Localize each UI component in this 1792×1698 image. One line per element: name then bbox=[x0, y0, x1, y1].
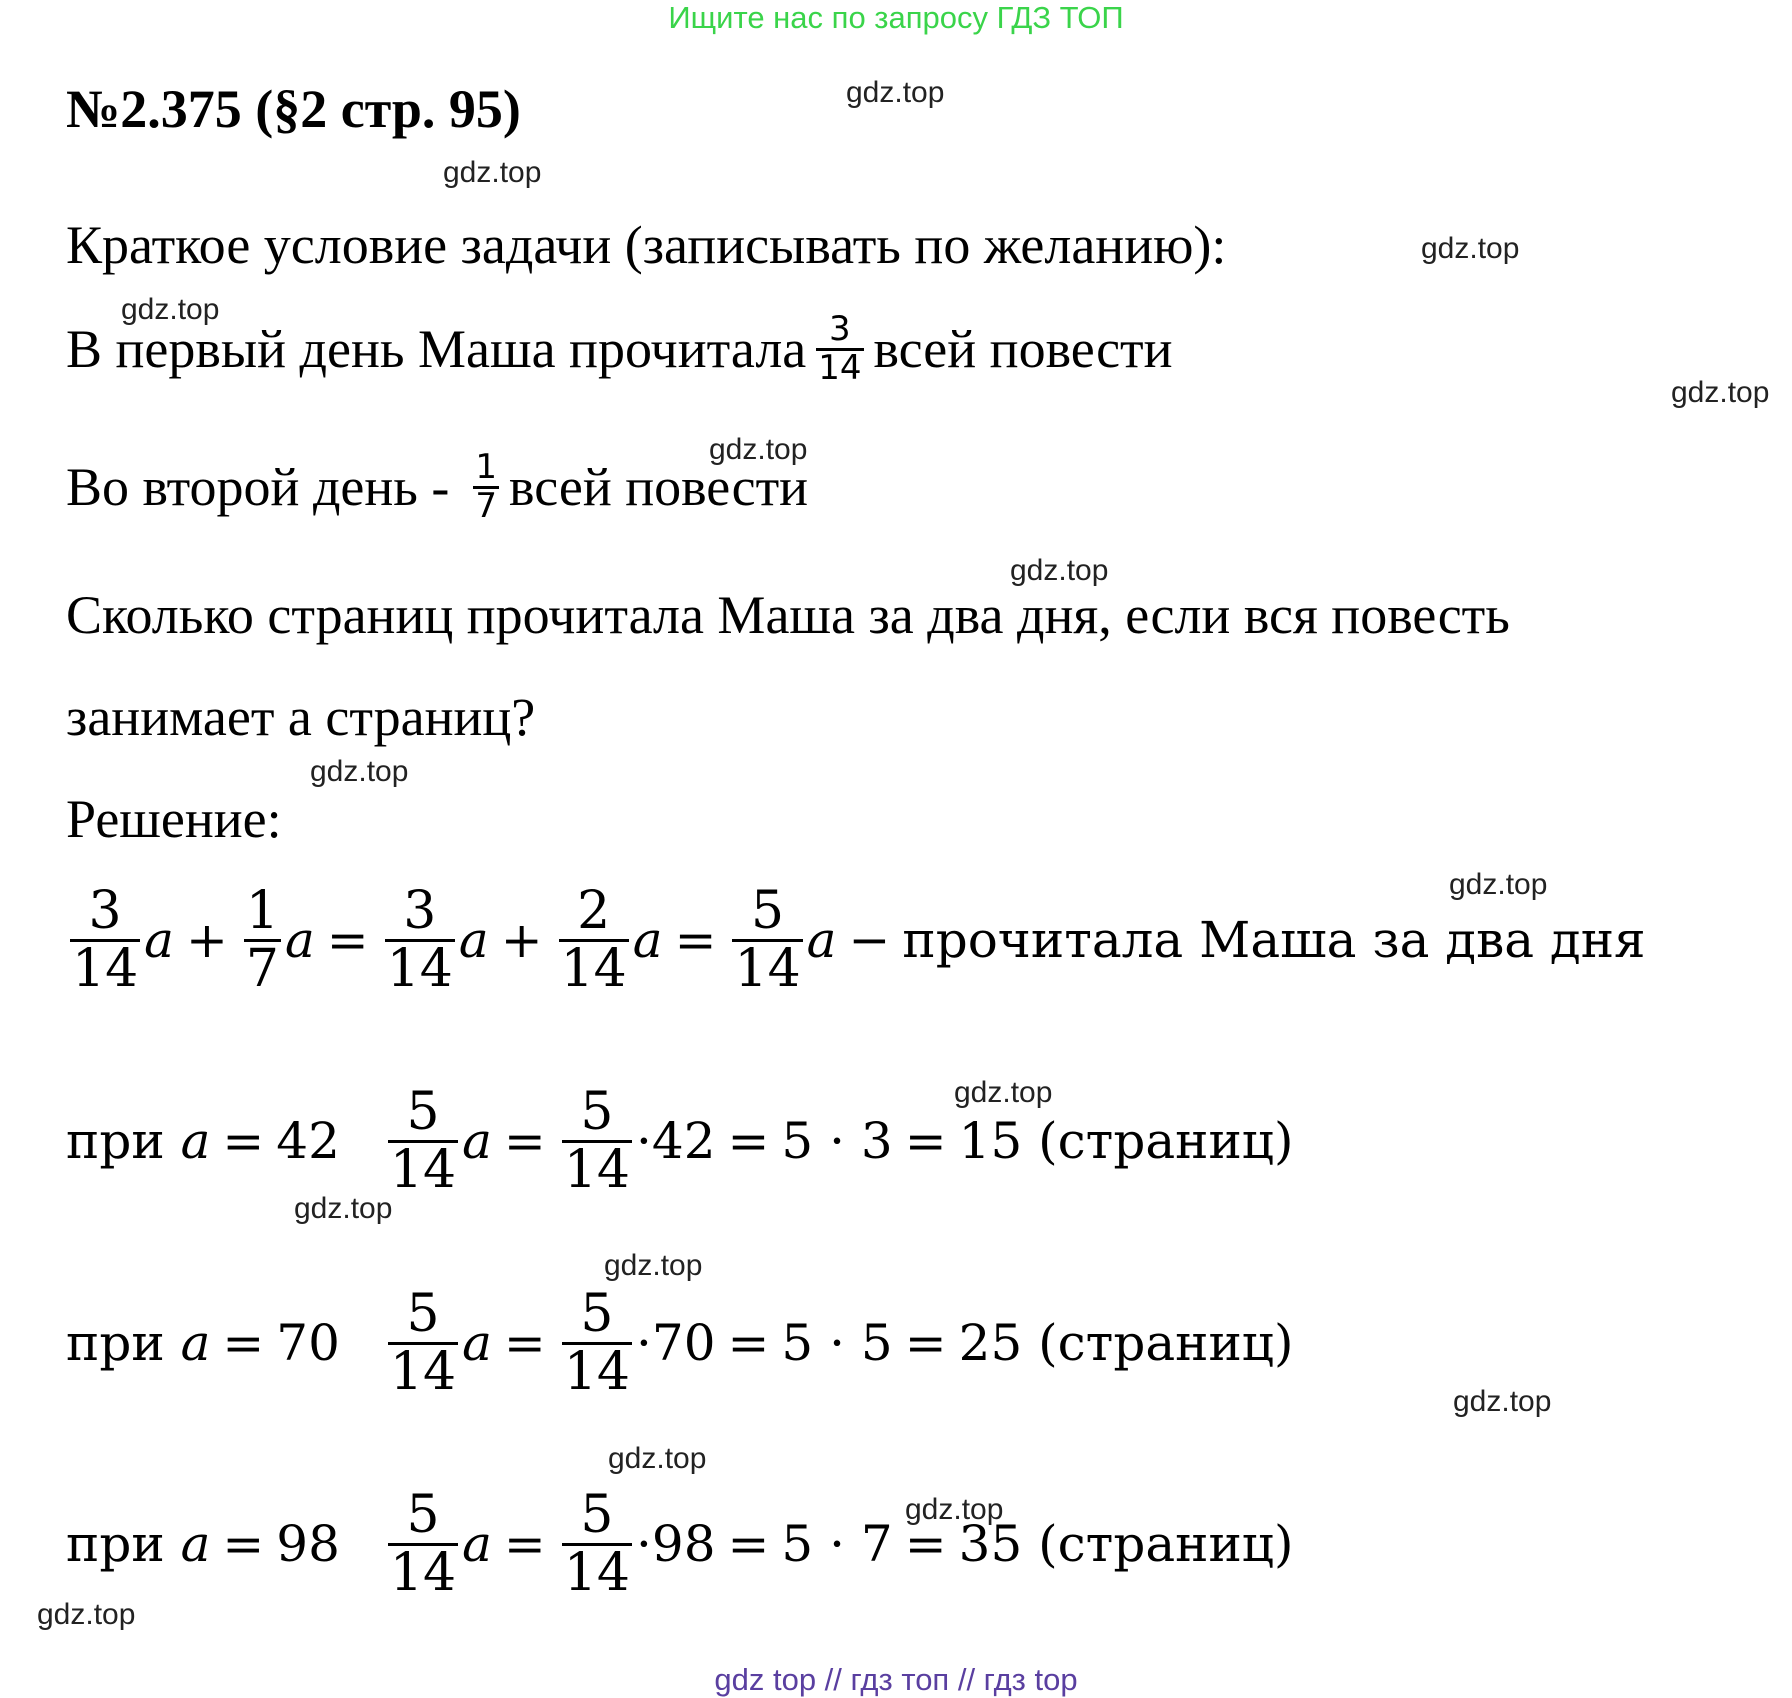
fraction-denominator: 14 bbox=[389, 1542, 457, 1603]
case-value: 98 bbox=[651, 1515, 716, 1574]
variable-a: a bbox=[180, 1314, 211, 1373]
equals-sign: = bbox=[503, 1515, 546, 1574]
variable-a: a bbox=[458, 911, 489, 970]
case-unit: (страниц) bbox=[1038, 1112, 1294, 1171]
watermark: gdz.top bbox=[443, 156, 542, 189]
case-fraction bbox=[388, 1082, 458, 1200]
fraction-numerator: 5 bbox=[406, 1082, 440, 1142]
watermark: gdz.top bbox=[1421, 232, 1520, 265]
watermark: gdz.top bbox=[1010, 554, 1109, 587]
watermark: gdz.top bbox=[37, 1598, 136, 1631]
fraction-numerator: 5 bbox=[406, 1284, 440, 1344]
case-value: 70 bbox=[276, 1314, 340, 1373]
equals-sign: = bbox=[222, 1314, 265, 1373]
equals-sign: = bbox=[326, 911, 369, 970]
case-pri: при bbox=[66, 1314, 165, 1373]
case-result: 25 bbox=[958, 1314, 1023, 1373]
watermark: gdz.top bbox=[604, 1249, 703, 1282]
case-value: 42 bbox=[276, 1112, 340, 1171]
dash-sign: − bbox=[848, 911, 891, 970]
equals-sign: = bbox=[503, 1112, 546, 1171]
case-mid: 5 · 5 bbox=[781, 1314, 893, 1373]
fraction-denominator: 14 bbox=[563, 1542, 630, 1603]
variable-a: a bbox=[806, 911, 837, 970]
watermark: gdz.top bbox=[846, 76, 945, 109]
equation-tail: прочитала Маша за два дня bbox=[902, 911, 1646, 970]
watermark: gdz.top bbox=[954, 1076, 1053, 1109]
plus-sign: + bbox=[500, 911, 543, 970]
case-unit: (страниц) bbox=[1038, 1314, 1294, 1373]
case-row-1 bbox=[66, 1082, 1294, 1200]
fraction-numerator: 5 bbox=[406, 1485, 440, 1545]
equals-sign: = bbox=[727, 1112, 770, 1171]
equals-sign: = bbox=[727, 1515, 770, 1574]
condition-header: Краткое условие задачи (записывать по желанию): bbox=[66, 215, 1227, 275]
watermark: gdz.top bbox=[121, 293, 220, 326]
case-fraction bbox=[562, 1082, 632, 1200]
case-row-2 bbox=[66, 1284, 1294, 1402]
fraction-numerator: 3 bbox=[403, 881, 437, 941]
dot-sign: · bbox=[635, 1515, 652, 1574]
eq-fraction-3 bbox=[385, 881, 455, 999]
fraction-numerator: 3 bbox=[88, 881, 122, 941]
fraction-numerator: 5 bbox=[580, 1485, 614, 1545]
fraction-numerator: 3 bbox=[829, 309, 851, 349]
fraction-numerator: 2 bbox=[577, 881, 611, 941]
fraction-denominator: 7 bbox=[475, 485, 498, 526]
fraction-numerator: 1 bbox=[475, 447, 498, 487]
question-line-2: занимает а страниц? bbox=[66, 687, 536, 747]
fraction-denominator: 14 bbox=[386, 938, 453, 999]
solution-label: Решение: bbox=[66, 789, 282, 849]
equals-sign: = bbox=[904, 1314, 947, 1373]
case-pri: при bbox=[66, 1112, 165, 1171]
case-pri: при bbox=[66, 1515, 165, 1574]
fraction-3-14 bbox=[816, 309, 863, 388]
footer-watermark: gdz top // гдз топ // гдз top bbox=[714, 1662, 1078, 1697]
fraction-numerator: 5 bbox=[580, 1284, 614, 1344]
case-unit: (страниц) bbox=[1038, 1515, 1294, 1574]
equals-sign: = bbox=[222, 1112, 265, 1171]
watermark: gdz.top bbox=[709, 433, 808, 466]
variable-a: a bbox=[144, 911, 174, 970]
fraction-denominator: 14 bbox=[563, 1341, 630, 1402]
equals-sign: = bbox=[904, 1112, 947, 1171]
eq-fraction-2 bbox=[244, 881, 281, 999]
case-fraction bbox=[562, 1485, 632, 1603]
watermark: gdz.top bbox=[1453, 1385, 1552, 1418]
watermark: gdz.top bbox=[1449, 868, 1548, 901]
variable-a: a bbox=[180, 1515, 211, 1574]
top-banner: Ищите нас по запросу ГДЗ ТОП bbox=[668, 0, 1124, 35]
case-result: 15 bbox=[958, 1112, 1023, 1171]
case-result: 35 bbox=[958, 1515, 1023, 1574]
dot-sign: · bbox=[635, 1112, 652, 1171]
case-fraction bbox=[388, 1485, 458, 1603]
case-fraction bbox=[562, 1284, 632, 1402]
case-fraction bbox=[388, 1284, 458, 1402]
variable-a: a bbox=[632, 911, 663, 970]
equals-sign: = bbox=[222, 1515, 265, 1574]
case-mid: 5 · 7 bbox=[781, 1515, 893, 1574]
watermark: gdz.top bbox=[1671, 376, 1770, 409]
variable-a: a bbox=[180, 1112, 211, 1171]
fraction-1-7 bbox=[473, 447, 499, 526]
eq-fraction-5 bbox=[732, 881, 802, 999]
case-row-3 bbox=[66, 1485, 1294, 1603]
case-mid: 5 · 3 bbox=[781, 1112, 893, 1171]
equals-sign: = bbox=[503, 1314, 546, 1373]
fraction-denominator: 14 bbox=[560, 938, 627, 999]
watermark: gdz.top bbox=[608, 1442, 707, 1475]
dot-sign: · bbox=[635, 1314, 652, 1373]
main-equation bbox=[66, 881, 1646, 999]
fraction-numerator: 5 bbox=[751, 881, 785, 941]
variable-a: a bbox=[462, 1314, 492, 1373]
variable-a: a bbox=[462, 1112, 492, 1171]
variable-a: a bbox=[462, 1515, 492, 1574]
case-value: 70 bbox=[651, 1314, 716, 1373]
watermark: gdz.top bbox=[310, 755, 409, 788]
case-value: 42 bbox=[651, 1112, 716, 1171]
fraction-denominator: 14 bbox=[389, 1341, 457, 1402]
variable-a: a bbox=[284, 911, 315, 970]
question-line-1: Сколько страниц прочитала Маша за два дня, если вся повесть bbox=[66, 585, 1510, 645]
watermark: gdz.top bbox=[905, 1493, 1004, 1526]
fraction-denominator: 14 bbox=[72, 938, 139, 999]
eq-fraction-1 bbox=[70, 881, 140, 999]
fraction-numerator: 5 bbox=[580, 1082, 614, 1142]
case-value: 98 bbox=[276, 1515, 340, 1574]
fraction-denominator: 14 bbox=[563, 1139, 630, 1200]
equals-sign: = bbox=[674, 911, 717, 970]
equals-sign: = bbox=[727, 1314, 770, 1373]
line1-prefix: В первый день Маша прочитала bbox=[66, 319, 807, 380]
fraction-denominator: 14 bbox=[734, 938, 801, 999]
line1-suffix: всей повести bbox=[873, 319, 1173, 380]
equals-sign: = bbox=[904, 1515, 947, 1574]
eq-fraction-4 bbox=[559, 881, 629, 999]
fraction-denominator: 14 bbox=[818, 347, 862, 388]
line2-suffix: всей повести bbox=[509, 457, 809, 518]
watermark: gdz.top bbox=[294, 1192, 393, 1225]
line2-prefix: Во второй день - bbox=[66, 457, 450, 518]
fraction-denominator: 14 bbox=[389, 1139, 457, 1200]
fraction-denominator: 7 bbox=[245, 938, 279, 999]
page-title: №2.375 (§2 стр. 95) bbox=[66, 79, 521, 139]
fraction-numerator: 1 bbox=[245, 881, 279, 941]
plus-sign: + bbox=[185, 911, 228, 970]
